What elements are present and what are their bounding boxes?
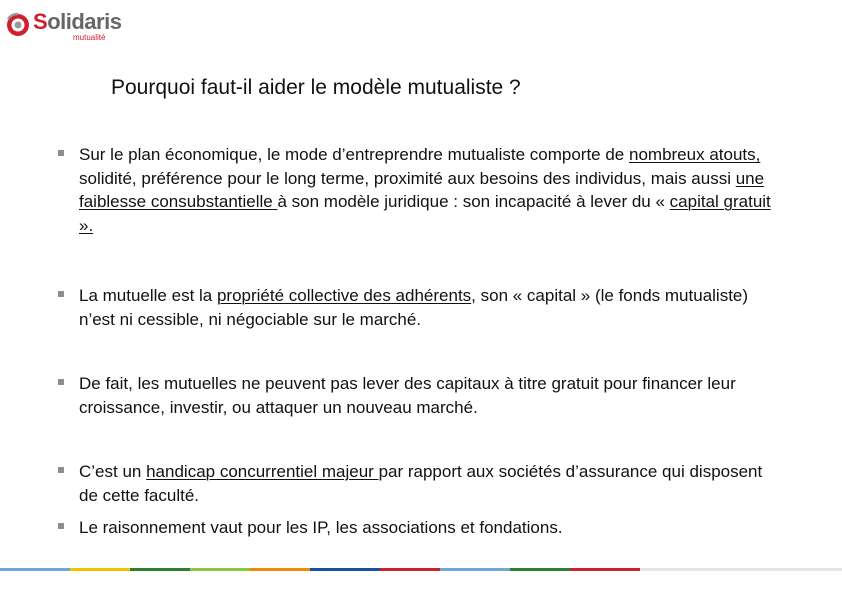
- bottom-bar-segment: [70, 568, 130, 571]
- text-segment: Le raisonnement vaut pour les IP, les associations et fondations.: [79, 518, 563, 537]
- bottom-bar-segment: [250, 568, 310, 571]
- logo-brand-rest: olidaris: [47, 9, 122, 34]
- underlined-text-segment: capital gratuit ».: [79, 192, 771, 235]
- bottom-bar-segment: [130, 568, 190, 571]
- logo-brand-initial: S: [33, 9, 48, 34]
- solidaris-logo-mark-icon: [5, 10, 31, 40]
- bullet-marker-icon: [58, 523, 64, 529]
- text-segment: La mutuelle est la: [79, 286, 217, 305]
- bottom-bar-segment: [440, 568, 510, 571]
- solidaris-logo: [5, 8, 125, 48]
- bottom-bar-segment: [190, 568, 250, 571]
- bullet-text: [79, 284, 783, 331]
- text-segment: solidité, préférence pour le long terme, proximité aux besoins des individus, mais aussi: [79, 168, 736, 188]
- logo-subtitle: mutualité: [73, 33, 106, 42]
- bottom-bar-segment: [570, 568, 640, 571]
- underlined-text-segment: propriété collective des adhérents: [216, 286, 472, 305]
- text-segment: par rapport aux sociétés d’assurance qui disposent de cette faculté.: [79, 462, 763, 505]
- bullet-text: [79, 372, 783, 419]
- text-segment: , son « capital » (le fonds mutualiste) n’est ni cessible, ni négociable sur le marché.: [79, 286, 749, 329]
- slide-title: Pourquoi faut-il aider le modèle mutualiste ?: [111, 76, 521, 99]
- underlined-text-segment: une faiblesse consubstantielle: [79, 168, 765, 211]
- bottom-bar-segment: [380, 568, 440, 571]
- bullet-marker-icon: [58, 467, 64, 473]
- underlined-text-segment: handicap concurrentiel majeur: [146, 462, 379, 481]
- text-segment: à son modèle juridique : son incapacité à lever du «: [277, 192, 670, 211]
- bullet-text: [79, 460, 783, 507]
- text-segment: De fait, les mutuelles ne peuvent pas lever des capitaux à titre gratuit pour financer leur croissance, investir, ou attaquer un nouveau marché.: [79, 374, 736, 417]
- underlined-text-segment: nombreux atouts,: [629, 145, 761, 164]
- logo-brand-name: [33, 9, 121, 35]
- bottom-bar-segment: [0, 568, 70, 571]
- text-segment: Sur le plan économique, le mode d’entreprendre mutualiste comporte de: [79, 145, 629, 164]
- bullet-marker-icon: [58, 291, 64, 297]
- bottom-bar-segment: [510, 568, 570, 571]
- bullet-text: [79, 143, 783, 237]
- bottom-color-bar: [0, 568, 842, 571]
- bottom-bar-segment: [310, 568, 380, 571]
- bullet-text: [79, 516, 783, 540]
- bullet-marker-icon: [58, 150, 64, 156]
- bottom-bar-segment: [640, 568, 842, 571]
- text-segment: C’est un: [79, 462, 147, 481]
- bullet-marker-icon: [58, 379, 64, 385]
